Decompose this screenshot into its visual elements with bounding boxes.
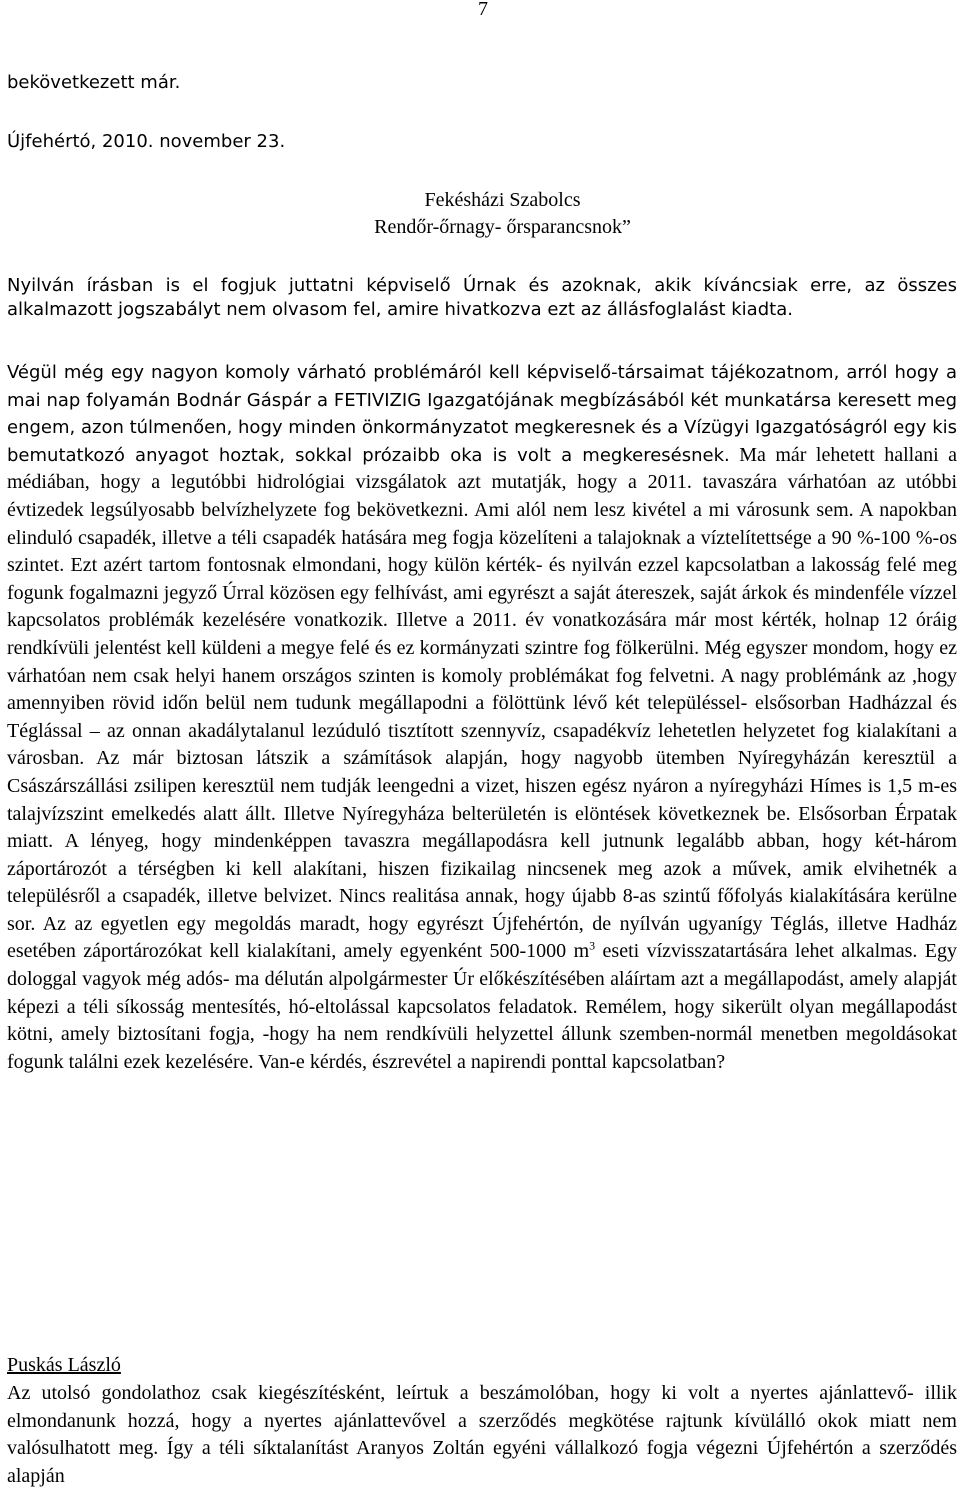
speaker-name — [7, 1352, 957, 1380]
paragraph-2 — [7, 359, 957, 1076]
continuation-text: bekövetkezett már. — [7, 72, 181, 93]
signature-name: Fekésházi Szabolcs — [424, 189, 581, 211]
paragraph-3 — [7, 1380, 957, 1490]
paragraph-1-text: Nyilván írásban is el fogjuk juttatni képviselő Úrnak és azoknak, akik kíváncsiak erre, az összes alkalmazott jogszabályt nem olvasom fel, amire hivatkozva ezt az állásfoglalást kiadta. — [7, 275, 957, 320]
superscript: 3 — [589, 938, 596, 953]
page-number: 7 — [478, 0, 488, 20]
place-date: Újfehértó, 2010. november 23. — [7, 131, 286, 152]
paragraph-2-serif-text-a: Ma már lehetett hallani a médiában, hogy a legutóbbi hidrológiai vizsgálatok azt mutatják, hogy a 2011. tavaszára várhatóan az utóbbi évtizedek legsúlyosabb belvízhelyzete fog bekövetkezni. Ami alól nem lesz kivétel a mi városunk sem. A napokban elinduló csapadék, illetve a téli csapadék hatására meg fogja közelíteni a talajoknak a víztelítettsége a 90 %-100 %-os szintet. Ezt azért tartom fontosnak elmondani, hogy külön kérték- és nyilván ezzel kapcsolatban a lakosság felé meg fogunk fogalmazni jegyző Úrral közösen egy felhívást, ami egyrészt a saját átereszek, saját árkok és mindenféle vízzel kapcsolatos problémák kezelésére vonatkozik. Illetve a 2011. év vonatkozására már most kérték, holnap 12 óráig rendkívüli jelentést kell küldeni a megye felé és ez kormányzati szintre fog fölkerülni. Még egyszer mondom, hogy ez várhatóan nem csak helyi hanem országos szinten is komoly problémákat fog felvetni. A nagy problémánk az ,hogy amennyiben rövid időn belül nem tudunk megállapodni a fölöttünk lévő két településsel- elsősorban Hadházzal és Téglással – az onnan akadálytalanul lezúduló tisztított szennyvíz, csapadékvíz lehetetlen helyzetet fog kialakítani a városban. Az már biztosan látszik a számítások alapján, hogy nagyobb ütemben Nyíregyházán keresztül a Császárszállási zsilipen keresztül nem tudják leengedni a vizet, hiszen egész nyáron a nyíregyházi Hímes is 1,5 m-es talajvízszint emelkedés alatt állt. Illetve Nyíregyháza belterületén is elöntések következnek be. Elsősorban Érpatak miatt. A lényeg, hogy mindenképpen tavaszra megállapodásra kell jutnunk legalább abban, hogy két-három záportározót a térségben ki kell alakítani, hiszen fizikailag nincsenek meg azok a művek, amik elvihetnék a településről a csapadék, illetve belvizet. Nincs realitása annak, hogy újabb 8-as szintű főfolyás kialakítására kerülne sor. Az az egyetlen egy megoldás maradt, hogy egyrészt Újfehértón, de nyílván ugyanígy Téglás, illetve Hadház esetében záportározókat kell kialakítani, amely egyenként 500-1000 m — [7, 443, 958, 963]
paragraph-2-sans-text: Végül még egy nagyon komoly várható problémáról kell képviselő-társaimat tájékozatnom, arról hogy a mai nap folyamán Bodnár Gáspár a FETIVIZIG Igazgatójának megbízásából két munkatársa keresett meg engem, azon túlmenően, hogy minden önkormányzatot megkeresnek és a Vízügyi Igazgatóságról egy kis bemutatkozó anyagot hoztak, sokkal prózaibb oka is volt a megkeresésnek. — [7, 362, 957, 466]
paragraph-1 — [7, 274, 957, 322]
signature-block — [0, 187, 960, 241]
speaker-label: Puskás László — [7, 1354, 121, 1376]
paragraph-3-text: Az utolsó gondolathoz csak kiegészítésként, leírtuk a beszámolóban, hogy ki volt a nyertes ajánlattevő- illik elmondanunk hozzá, hogy a nyertes ajánlattevővel a szerződés megkötése rajtunk kívülálló okok miatt nem valósulhatott meg. Így a téli síktalanítást Aranyos Zoltán egyéni vállalkozó fogja végezni Újfehértón a szerződés alapján — [7, 1382, 957, 1487]
paragraph-2-serif-text-b: eseti vízvisszatartására lehet alkalmas. Egy dologgal vagyok még adós- ma délután alpolgármester Úr előkészítésében aláírtam azt a megállapodást, amely alapját képezi a téli síkosság mentesítés, hó-eltolással kapcsolatos feladatok. Remélem, hogy sikerült olyan megállapodást kötni, amely biztosítani fogja, -hogy ha nem rendkívüli helyzettel állunk szemben-normál menetben megoldásokat fogunk találni ezek kezelésére. Van-e kérdés, észrevétel a napirendi ponttal kapcsolatban? — [7, 940, 957, 1073]
signature-rank: Rendőr-őrnagy- őrsparancsnok” — [374, 216, 631, 238]
